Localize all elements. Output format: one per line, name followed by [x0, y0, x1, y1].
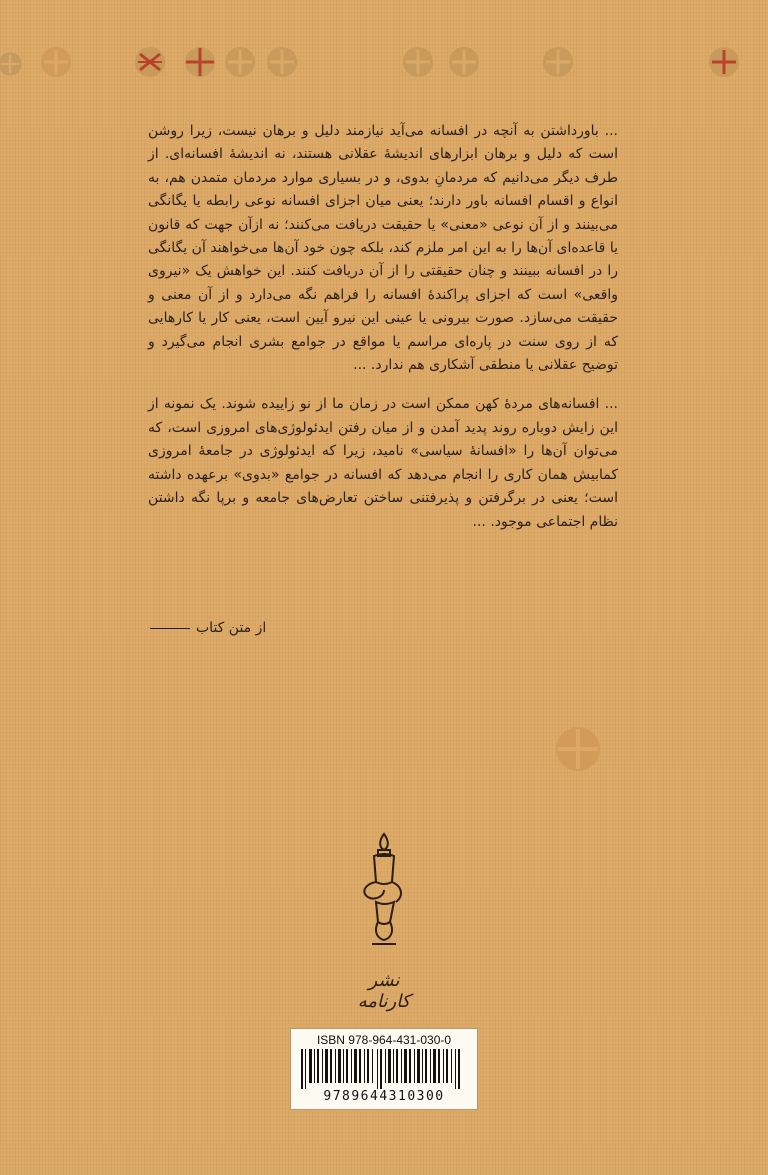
excerpt-paragraph: ... افسانه‌های مردهٔ کهن ممکن است در زمان ما از نو زاییده شوند. یک نمونه از این زایش دوباره روند پدید آمدن و از میان رفتن ایدئولوژی‌های امروزی است، که می‌توان آن‌ها را «افسانهٔ سیاسی» نامید، زیرا که ایدئولوژی در جامعهٔ امروزی کمابیش همان کاری را انجام می‌دهد که افسانه در جوامع «بدوی» برعهده داشته است؛ یعنی در برگرفتن و پذیرفتنی ساختن تعارض‌های جامعه و برپا نگه داشتن نظام اجتماعی موجود. ...	[148, 396, 618, 530]
motif-icon	[400, 44, 436, 80]
motif-icon	[446, 44, 482, 80]
excerpt-paragraph: ... باورداشتن به آنچه در افسانه می‌آید نیازمند دلیل و برهان نیست، زیرا روشن است که دلیل و برهان ابزارهای اندیشهٔ عقلانی هستند، نه اندیشهٔ افسانه‌ای. از طرف دیگر می‌دانیم که مردمانِ بدوی، و در بسیاری موارد مردمان متمدن هم، به انواع و اقسام افسانه باور دارند؛ یعنی میان اجزای افسانه نوعی رابطه یا یگانگی می‌بینند و از آن نوعی «معنی» یا حقیقت دریافت می‌کنند؛ نه ازآن جهت که قانون یا قاعده‌ای آن‌ها را به این امر ملزم کند، بلکه چون خود آن‌ها می‌خواهند آن یگانگی را در افسانه ببینند و چنان حقیقتی را از آن دریافت کنند. این خواهش یک «نیروی واقعی» است که اجزای پراکندهٔ افسانه را فراهم نگه می‌دارد و از آن معنی و حقیقت می‌سازد. صورت بیرونی یا عینی این نیرو آیین است، یعنی کار یا کارهایی که از روی سنت در پاره‌ای مراسم یا مواقع در جوامع بشری انجام می‌گیرد و توضیح عقلانی یا منطقی آشکاری هم ندارد. ...	[148, 123, 618, 374]
isbn-text: ISBN 978-964-431-030-0	[316, 1033, 452, 1047]
publisher-logo: نشر کارنامه	[357, 970, 411, 1012]
motif-icon	[38, 44, 74, 80]
red-cross-motif-icon	[132, 44, 168, 80]
dash-divider	[150, 628, 190, 629]
back-cover-text	[148, 120, 618, 550]
barcode	[290, 1028, 478, 1110]
decorative-motif-row	[0, 44, 768, 88]
source-label: از متن کتاب	[196, 620, 267, 636]
motif-icon	[540, 44, 576, 80]
motif-icon	[0, 44, 24, 84]
oil-lamp-logo-icon	[354, 830, 414, 960]
barcode-digits: 9789644310300	[323, 1089, 445, 1104]
excerpt-source	[150, 620, 266, 636]
motif-icon	[264, 44, 300, 80]
ornament-icon	[553, 724, 603, 774]
red-cross-motif-icon	[706, 44, 742, 80]
motif-icon	[222, 44, 258, 80]
red-cross-motif-icon	[182, 44, 218, 80]
barcode-bars	[301, 1049, 467, 1089]
